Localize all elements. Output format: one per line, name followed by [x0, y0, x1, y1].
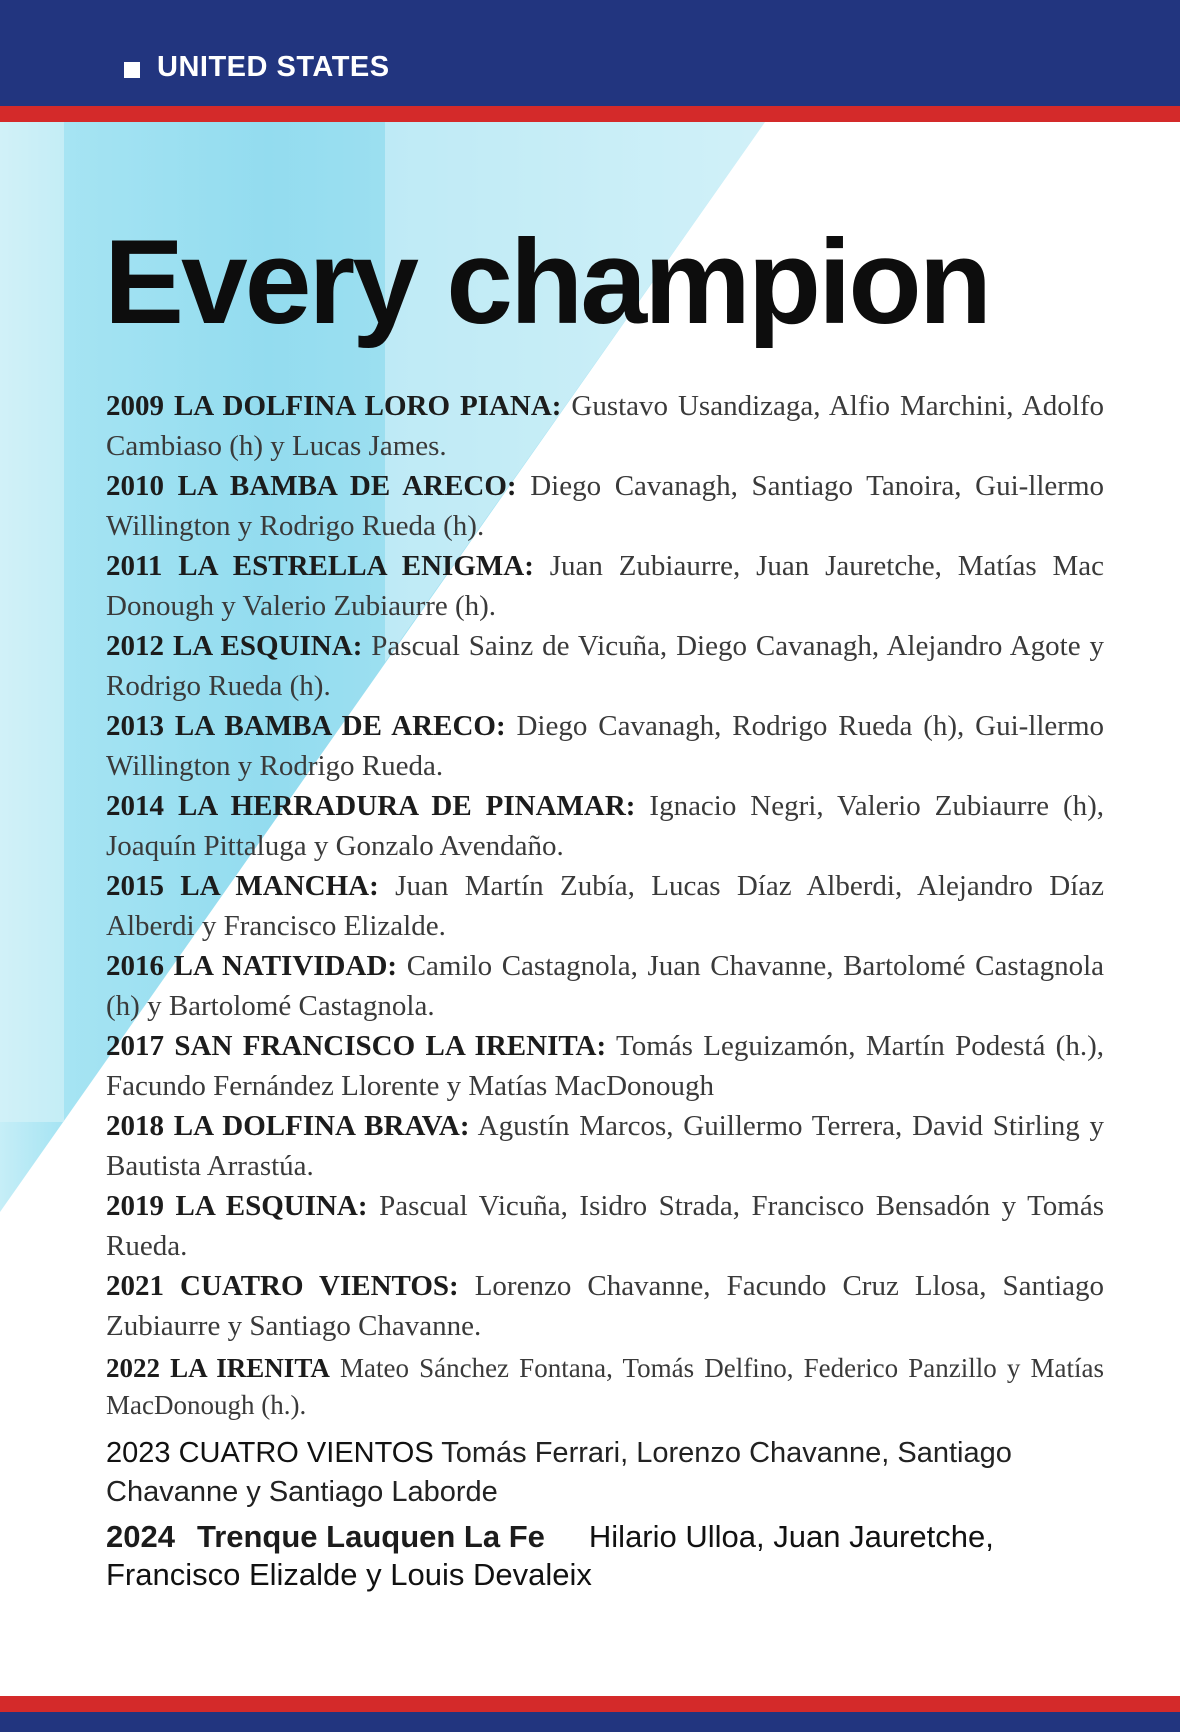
- champion-team: Trenque Lauquen La Fe: [196, 1519, 545, 1554]
- champion-entry-2016: [106, 946, 1104, 1026]
- champion-entry-2010: [106, 466, 1104, 546]
- champion-players: Pascual Sainz de Vicuña, Diego Cavanagh, Alejandro Agote y Rodrigo Rueda (h).: [106, 630, 1105, 702]
- champion-players: Ignacio Negri, Valerio Zubiaurre (h), Joaquín Pittaluga y Gonzalo Avendaño.: [106, 790, 1105, 862]
- champion-team: LA NATIVIDAD:: [173, 950, 398, 982]
- champion-players: Gustavo Usandizaga, Alfio Marchini, Adolfo Cambiaso (h) y Lucas James.: [106, 390, 1105, 462]
- champions-list: [106, 386, 1104, 1594]
- champion-year: 2014: [106, 790, 164, 822]
- bottom-red-stripe: [0, 1696, 1180, 1712]
- champion-players: Pascual Vicuña, Isidro Strada, Francisco Bensadón y Tomás Rueda.: [106, 1190, 1105, 1262]
- champion-team: CUATRO VIENTOS:: [180, 1270, 459, 1302]
- champion-players: Diego Cavanagh, Santiago Tanoira, Gui-llermo Willington y Rodrigo Rueda (h).: [106, 470, 1105, 542]
- champion-year: 2018: [106, 1110, 164, 1142]
- champion-players: Lorenzo Chavanne, Facundo Cruz Llosa, Santiago Zubiaurre y Santiago Chavanne.: [106, 1270, 1105, 1342]
- champion-team: LA MANCHA:: [180, 870, 379, 902]
- champion-year: 2017: [106, 1030, 164, 1062]
- champion-players: Juan Zubiaurre, Juan Jauretche, Matías Mac Donough y Valerio Zubiaurre (h).: [106, 550, 1105, 622]
- champion-team: LA ESQUINA:: [175, 1190, 368, 1222]
- champion-year: 2011: [106, 550, 163, 582]
- champion-team: LA ESQUINA:: [172, 630, 363, 662]
- champion-players: Diego Cavanagh, Rodrigo Rueda (h), Gui-llermo Willington y Rodrigo Rueda.: [106, 710, 1104, 782]
- champion-year: 2013: [106, 710, 164, 742]
- champion-players: Agustín Marcos, Guillermo Terrera, David Stirling y Bautista Arrastúa.: [106, 1110, 1105, 1182]
- champion-year: 2015: [106, 870, 164, 902]
- champion-entry-2024: [106, 1518, 1104, 1594]
- champion-players: Juan Martín Zubía, Lucas Díaz Alberdi, Alejandro Díaz Alberdi y Francisco Elizalde.: [106, 870, 1105, 942]
- bottom-banner: [0, 1712, 1180, 1732]
- top-red-stripe: [0, 106, 1180, 122]
- champion-entry-2018: [106, 1106, 1104, 1186]
- champion-team: LA IRENITA: [170, 1353, 330, 1383]
- champion-year: 2019: [106, 1190, 164, 1222]
- champion-team: SAN FRANCISCO LA IRENITA:: [174, 1030, 607, 1062]
- champion-entry-2014: [106, 786, 1104, 866]
- champion-year: 2022: [106, 1353, 160, 1383]
- champion-players: Tomás Ferrari, Lorenzo Chavanne, Santiago Chavanne y Santiago Laborde: [106, 1437, 1012, 1508]
- champion-year: 2016: [106, 950, 164, 982]
- champion-entry-2011: [106, 546, 1104, 626]
- champion-players: Camilo Castagnola, Juan Chavanne, Bartolomé Castagnola (h) y Bartolomé Castagnola.: [106, 950, 1105, 1022]
- champion-year: 2009: [106, 390, 164, 422]
- champion-team: LA ESTRELLA ENIGMA:: [178, 550, 534, 582]
- champion-year: 2023: [106, 1437, 171, 1469]
- champion-year: 2012: [106, 630, 164, 662]
- champion-year: 2024: [106, 1519, 175, 1554]
- champion-entry-2012: [106, 626, 1104, 706]
- champion-entry-2013: [106, 706, 1104, 786]
- champion-players: Mateo Sánchez Fontana, Tomás Delfino, Federico Panzillo y Matías MacDonough (h.).: [106, 1353, 1105, 1420]
- champion-team: LA HERRADURA DE PINAMAR:: [177, 790, 636, 822]
- champion-year: 2021: [106, 1270, 164, 1302]
- champion-team: LA BAMBA DE ARECO:: [174, 710, 506, 742]
- champion-entry-2015: [106, 866, 1104, 946]
- champion-entry-2019: [106, 1186, 1104, 1266]
- section-square-icon: [124, 62, 140, 78]
- top-banner: [0, 0, 1180, 106]
- champion-entry-2017: [106, 1026, 1104, 1106]
- page-title: Every champion: [104, 215, 990, 349]
- champion-team: LA DOLFINA BRAVA:: [173, 1110, 470, 1142]
- champion-entry-2009: [106, 386, 1104, 466]
- champion-entry-2021: [106, 1266, 1104, 1346]
- champion-entry-2023: [106, 1434, 1104, 1512]
- champion-entry-2022: [106, 1350, 1104, 1424]
- champion-players: Tomás Leguizamón, Martín Podestá (h.), Facundo Fernández Llorente y Matías MacDonough: [106, 1030, 1104, 1102]
- champion-team: LA BAMBA DE ARECO:: [177, 470, 517, 502]
- champion-players: Hilario Ulloa, Juan Jauretche, Francisco Elizalde y Louis Devaleix: [106, 1519, 994, 1592]
- section-label: UNITED STATES: [157, 51, 390, 83]
- champion-team: CUATRO VIENTOS: [178, 1437, 434, 1469]
- champion-year: 2010: [106, 470, 164, 502]
- champion-team: LA DOLFINA LORO PIANA:: [173, 390, 562, 422]
